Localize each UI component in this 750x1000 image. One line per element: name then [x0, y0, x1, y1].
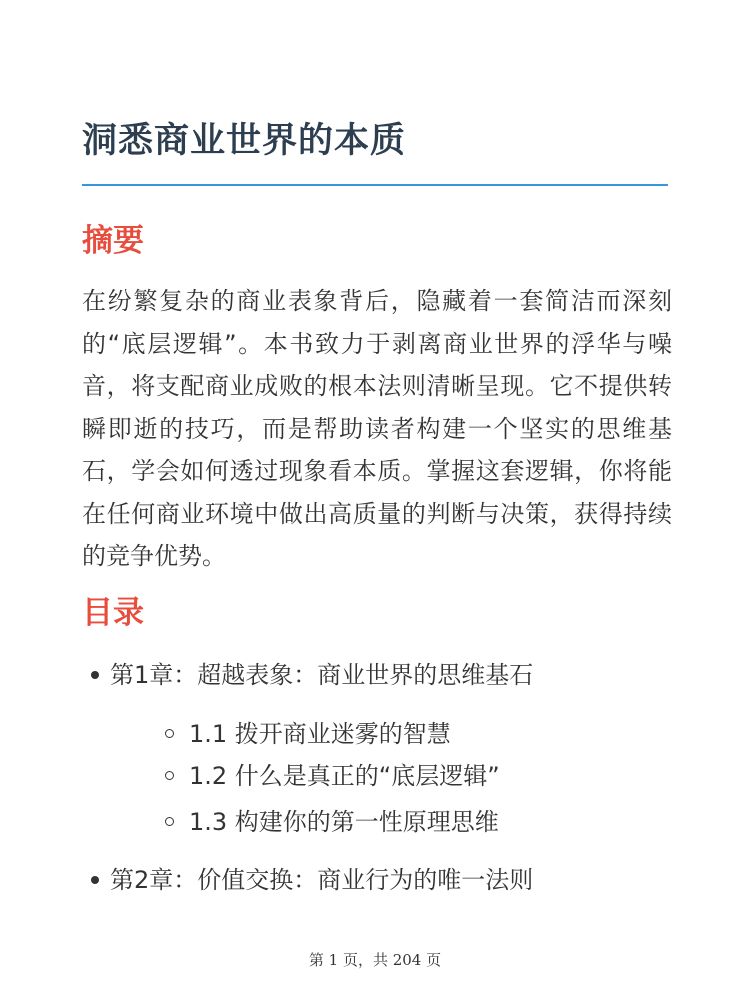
title-divider: [82, 184, 668, 186]
hollow-bullet-icon: [165, 729, 174, 738]
toc-section-label: 1.1 拨开商业迷雾的智慧: [189, 720, 451, 748]
toc-chapter-label: 第2章：价值交换：商业行为的唯一法则: [110, 866, 534, 894]
filled-bullet-icon: [91, 876, 99, 884]
toc-section-label: 1.3 构建你的第一性原理思维: [189, 808, 499, 836]
toc-heading: 目录: [82, 595, 144, 631]
abstract-paragraph: 在纷繁复杂的商业表象背后，隐藏着一套简洁而深刻的“底层逻辑”。本书致力于剥离商业世界的浮华与噪音，将支配商业成败的根本法则清晰呈现。它不提供转瞬即逝的技巧，而是帮助读者构建一个坚实的思维基石，学会如何透过现象看本质。掌握这套逻辑，你将能在任何商业环境中做出高质量的判断与决策，获得持续的竞争优势。: [82, 287, 672, 570]
toc-chapter-label: 第1章：超越表象：商业世界的思维基石: [110, 661, 534, 689]
toc-section-label: 1.2 什么是真正的“底层逻辑”: [189, 762, 500, 790]
hollow-bullet-icon: [165, 771, 174, 780]
abstract-heading: 摘要: [82, 223, 144, 259]
filled-bullet-icon: [91, 671, 99, 679]
toc-section-1-1[interactable]: [189, 714, 451, 754]
page-footer: 第 1 页，共 204 页: [308, 951, 442, 969]
toc-section-1-3[interactable]: [189, 802, 499, 842]
toc-chapter-2[interactable]: [110, 860, 533, 900]
hollow-bullet-icon: [165, 817, 174, 826]
toc-chapter-1[interactable]: [110, 655, 533, 695]
document-title: 洞悉商业世界的本质: [82, 121, 407, 161]
toc-section-1-2[interactable]: [189, 756, 500, 796]
